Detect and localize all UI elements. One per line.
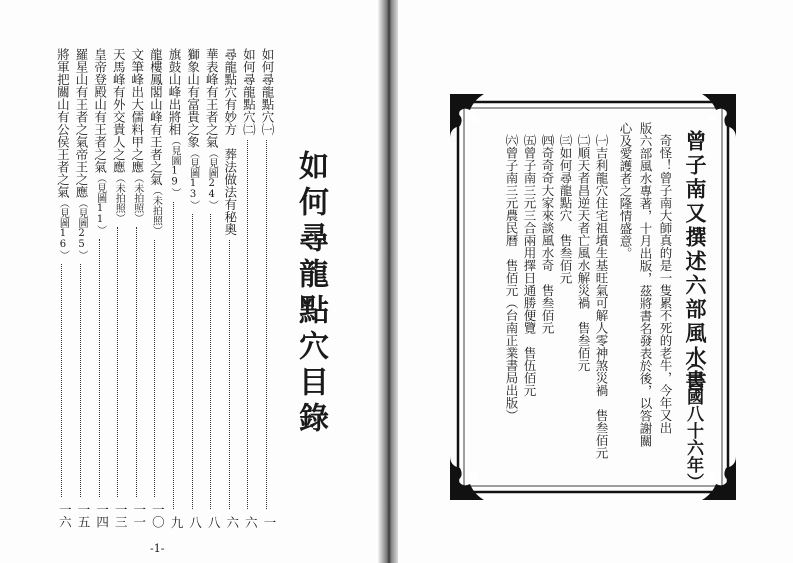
book-title: ㈤曾子南三元三合兩用擇日通勝便覽 <box>522 134 537 334</box>
toc-entry-label <box>241 48 255 136</box>
toc-page-number: 一四 <box>94 503 110 528</box>
book-item <box>504 134 518 422</box>
toc-page-number: 九 <box>169 515 184 528</box>
toc-title: 如何尋龍點穴目錄 <box>293 150 328 438</box>
toc-entry <box>148 48 166 528</box>
ad-intro-line: 奇怪！曾子南大師真的是一隻累不死的老牛，今年又出 <box>658 134 673 434</box>
ad-title: 曾子南又撰述六部風水書 <box>683 130 708 394</box>
toc-entry-label <box>74 48 88 260</box>
toc-entry-note: （見圖19） <box>169 135 180 198</box>
toc-entry <box>204 48 222 528</box>
toc-entry <box>185 48 203 528</box>
toc-page-number: 一一 <box>131 503 147 528</box>
book-item <box>540 134 554 334</box>
toc-page-number: 八 <box>206 515 222 528</box>
ad-year: （民國八十六年） <box>683 354 703 490</box>
toc-entry-title: 華表峰有王者之氣 <box>204 48 220 148</box>
book-spacer <box>540 272 555 285</box>
book-price: 售叁佰元 <box>594 409 609 459</box>
book-spacer <box>504 247 519 260</box>
toc-leader-dots <box>136 227 137 497</box>
toc-entry <box>55 48 73 528</box>
book-spacer <box>522 334 537 347</box>
toc-entry-note: （未拍照） <box>150 185 162 236</box>
book-price: 售叁佰元 <box>576 321 591 372</box>
toc-leader-dots <box>80 264 81 497</box>
toc-entry-title: 尋龍點穴有妙方 葬法做法有秘奧 <box>222 48 238 236</box>
toc-leader-dots <box>192 214 193 509</box>
toc-entry <box>92 48 110 528</box>
toc-page-number: 一六 <box>57 503 73 528</box>
toc-page-number: 六 <box>224 515 240 528</box>
toc-entry <box>129 48 147 528</box>
toc-page-number: 一三 <box>113 503 129 528</box>
toc-entry <box>260 48 277 528</box>
toc-entry-title: 皇帝登殿山有王者之氣 <box>92 48 108 173</box>
toc-entry-title: 文筆峰出大儒料甲之應 <box>129 48 145 173</box>
toc-leader-dots <box>210 214 211 509</box>
book-spacer <box>558 222 573 235</box>
toc-entry-label <box>111 48 125 223</box>
toc-entry <box>222 48 240 528</box>
toc-leader-dots <box>229 240 230 509</box>
book-item <box>522 134 536 397</box>
toc-entry-title: 獅象山有富貴之象 <box>185 48 201 148</box>
toc-leader-dots <box>247 140 248 509</box>
toc-entry-note: （見圖25） <box>76 198 87 260</box>
toc-entry-title: 天馬峰有外交貴人之應 <box>111 48 127 173</box>
book-title: ㈡順天者昌逆天者亡風水解災禍 <box>576 134 591 309</box>
ad-intro-line: 版六部風水專著，十月出版，茲將書名發表於後，以答謝關 <box>638 122 653 447</box>
toc-leader-dots <box>266 140 267 509</box>
toc-leader-dots <box>99 239 100 497</box>
toc-entry-note: （見圖11） <box>94 173 106 235</box>
toc-page-number: 一五 <box>76 503 91 528</box>
toc-entry <box>167 48 184 528</box>
toc-entry-title: 旗鼓山峰出將相 <box>167 48 182 136</box>
ad-frame <box>448 92 738 502</box>
book-item <box>558 134 572 284</box>
toc-entry-label <box>223 48 237 236</box>
book-title: ㈠吉利龍穴住宅祖墳生基旺氣可解人零神煞災禍 <box>594 134 609 397</box>
toc-entry-label <box>167 48 181 198</box>
book-spacer <box>576 309 591 322</box>
toc-leader-dots <box>173 202 174 509</box>
book-gutter <box>378 0 400 563</box>
toc-leader-dots <box>117 227 118 497</box>
toc-entry-label <box>93 48 107 235</box>
toc-page <box>0 0 387 563</box>
toc-entry-label <box>260 48 274 136</box>
toc-page-number: 八 <box>187 515 203 528</box>
toc-entry-label <box>204 48 218 210</box>
page-number: -1- <box>150 542 165 555</box>
toc-entry-label <box>130 48 144 223</box>
book-title: ㈢如何尋龍點穴 <box>558 134 573 222</box>
toc-entry <box>74 48 91 528</box>
book-item <box>594 134 608 459</box>
ad-intro-line: 心及愛護者之隆情盛意。 <box>618 122 633 260</box>
book-price: 售叁佰元 <box>558 234 573 284</box>
book-spacer <box>594 397 609 410</box>
book-title: ㈥曾子南三元農民曆 <box>504 134 519 247</box>
toc-entry-title: 如何尋龍點穴㈠ <box>260 48 275 136</box>
toc-entry-label <box>55 48 69 260</box>
toc-page-number: 一〇 <box>150 503 166 528</box>
toc-entry-title: 龍樓鳳閣山峰有王者之氣 <box>148 48 164 186</box>
toc-entry <box>241 48 259 528</box>
toc-page-number: 六 <box>243 515 259 528</box>
toc-entry-note: （見圖13） <box>187 148 199 210</box>
toc-leader-dots <box>61 264 62 497</box>
toc-page-number: 一 <box>262 515 277 528</box>
toc-entry-title: 將軍把關山有公侯王者之氣 <box>55 48 71 198</box>
toc-leader-dots <box>154 240 155 497</box>
toc-entry-note: （未拍照） <box>113 173 125 223</box>
toc-entry-note: （見圖16） <box>57 198 69 260</box>
toc-entry <box>111 48 129 528</box>
book-price: 售伍佰元 <box>522 346 537 397</box>
book-price: 售叁佰元 <box>540 284 555 334</box>
book-title: ㈣奇奇奇大家來談風水奇 <box>540 134 555 272</box>
toc-entry-note: （見圖24） <box>206 148 218 210</box>
book-price: 售佰元（台南正業書局出版） <box>504 259 519 422</box>
toc-entry-title: 如何尋龍點穴㈡ <box>241 48 257 136</box>
toc-entry-label <box>148 48 162 236</box>
toc-entry-label <box>186 48 200 210</box>
book-item <box>576 134 590 372</box>
toc-entry-title: 羅星山有王者之氣帝王之應 <box>74 48 89 198</box>
toc-entry-note: （未拍照） <box>131 173 143 223</box>
